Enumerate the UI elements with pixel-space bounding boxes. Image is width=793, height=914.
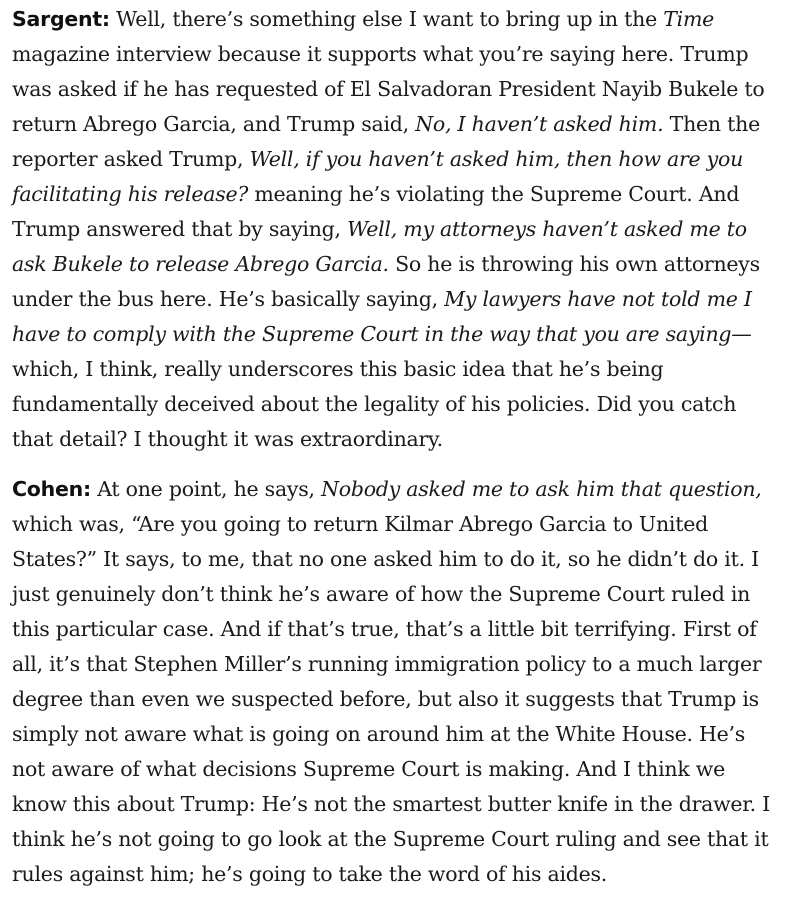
- speaker-name: Cohen:: [12, 477, 91, 501]
- body-text: Then the reporter asked Trump,: [12, 112, 760, 171]
- paragraph-sargent: [12, 2, 781, 457]
- italic-title: Time: [663, 7, 715, 31]
- italic-quote: Well, my attorneys haven’t asked me to ask Bukele to release Abrego Garcia.: [12, 217, 747, 276]
- italic-quote: No, I haven’t asked him.: [415, 112, 664, 136]
- body-text: which was, “Are you going to return Kilmar Abrego Garcia to United States?” It says, to me, that no one asked him to do it, so he didn’t do it. I just genuinely don’t think he’s aware of how the Supreme Court ruled in this particular case. And if that’s true, that’s a little bit terrifying. First of all, it’s that Stephen Miller’s running immigration policy to a much larger degree than even we suspected before, but also it suggests that Trump is simply not aware what is going on around him at the White House. He’s not aware of what decisions Supreme Court is making. And I think we know this about Trump: He’s not the smartest butter knife in the drawer. I think he’s not going to go look at the Supreme Court ruling and see that it rules against him; he’s going to take the word of his aides.: [12, 512, 770, 886]
- body-text: magazine interview because it supports what you’re saying here. Trump was asked if he has requested of El Salvadoran President Nayib Bukele to return Abrego Garcia, and Trump said,: [12, 42, 765, 136]
- italic-quote: Nobody asked me to ask him that question,: [321, 477, 762, 501]
- italic-quote: My lawyers have not told me I have to comply with the Supreme Court in the way that you are saying: [12, 287, 752, 346]
- body-text: Well, there’s something else I want to bring up in the: [109, 7, 664, 31]
- italic-quote: Well, if you haven’t asked him, then how are you facilitating his release?: [12, 147, 744, 206]
- body-text: At one point, he says,: [90, 477, 322, 501]
- body-text: So he is throwing his own attorneys under the bus here. He’s basically saying,: [12, 252, 760, 311]
- body-text: meaning he’s violating the Supreme Court. And Trump answered that by saying,: [12, 182, 740, 241]
- speaker-name: Sargent:: [12, 7, 110, 31]
- body-text: —which, I think, really underscores this basic idea that he’s being fundamentally deceived about the legality of his policies. Did you catch that detail? I thought it was extraordinary.: [12, 322, 752, 451]
- paragraph-cohen: [12, 472, 781, 892]
